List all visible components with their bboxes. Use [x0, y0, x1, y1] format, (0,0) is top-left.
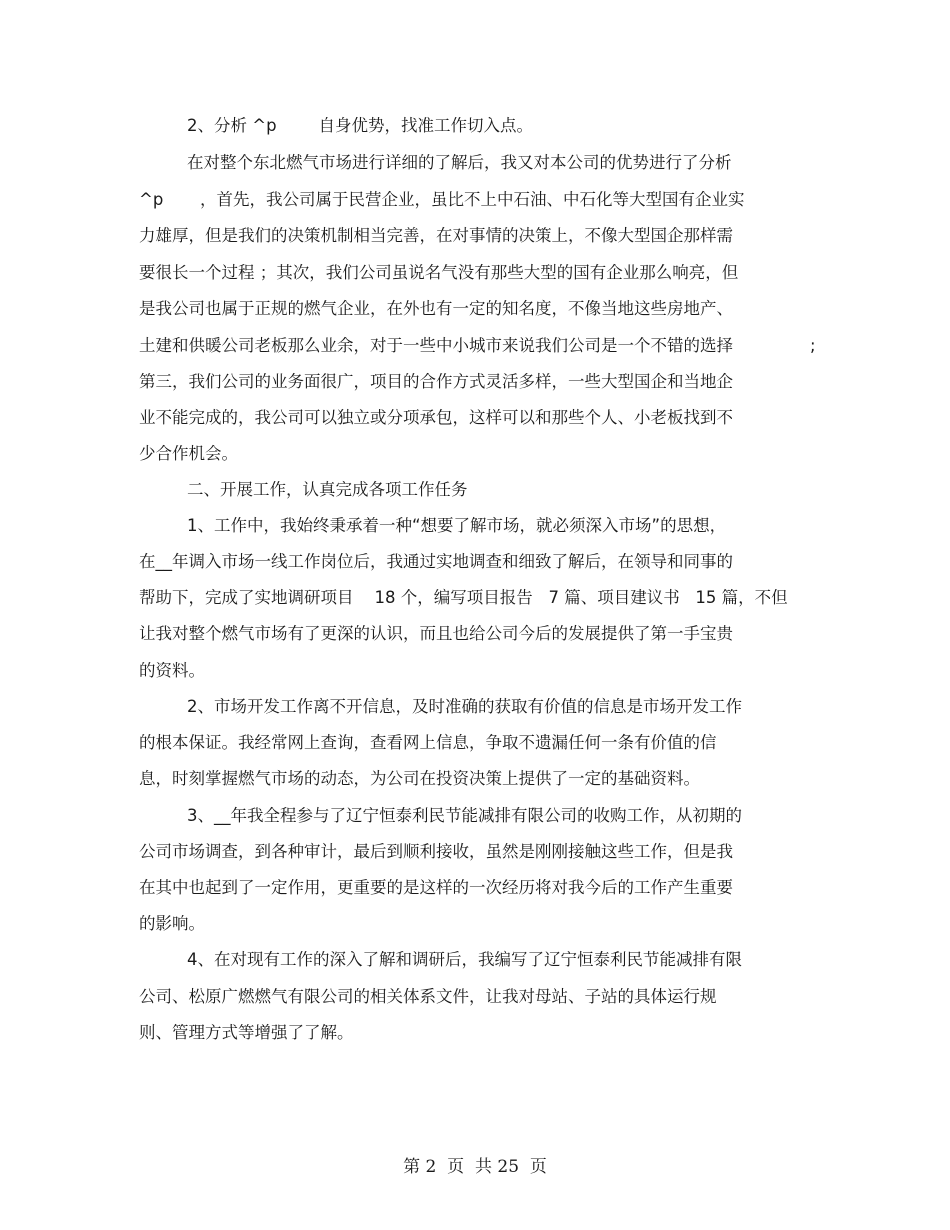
- text-line: ;: [810, 336, 816, 355]
- text-line: 息，时刻掌握燃气市场的动态，为公司在投资决策上提供了一定的基础资料。: [139, 769, 700, 788]
- text-line: 2、分析 ^p 自身优势，找准工作切入点。: [187, 116, 534, 135]
- text-line: 1、工作中，我始终秉承着一种“想要了解市场，就必须深入市场”的思想，: [187, 516, 727, 535]
- text-line: 的根本保证。我经常网上查询，查看网上信息，争取不遗漏任何一条有价值的信: [139, 733, 717, 752]
- text-line: 在其中也起到了一定作用，更重要的是这样的一次经历将对我今后的工作产生重要: [139, 878, 733, 897]
- text-line: 的资料。: [139, 661, 205, 680]
- text-line: 在__年调入市场一线工作岗位后，我通过实地调查和细致了解后，在领导和同事的: [139, 552, 733, 571]
- text-line: 3、__年我全程参与了辽宁恒泰利民节能减排有限公司的收购工作，从初期的: [187, 806, 742, 825]
- text-line: 业不能完成的，我公司可以独立或分项承包，这样可以和那些个人、小老板找到不: [139, 408, 733, 427]
- text-line: 要很长一个过程 ；其次，我们公司虽说名气没有那些大型的国有企业那么响亮，但: [139, 263, 739, 282]
- section-heading: 二、开展工作，认真完成各项工作任务: [187, 480, 468, 499]
- text-line: 4、在对现有工作的深入了解和调研后，我编写了辽宁恒泰利民节能减排有限: [187, 950, 742, 969]
- text-line: 少合作机会。: [139, 444, 238, 463]
- text-line: 在对整个东北燃气市场进行详细的了解后，我又对本公司的优势进行了分析: [187, 153, 732, 172]
- text-line: 力雄厚，但是我们的决策机制相当完善，在对事情的决策上，不像大型国企那样需: [139, 226, 733, 245]
- text-line: 第三，我们公司的业务面很广，项目的合作方式灵活多样，一些大型国企和当地企: [139, 372, 733, 391]
- page-number: 第 2 页 共 25 页: [403, 1157, 547, 1177]
- text-line: 公司市场调查，到各种审计，最后到顺利接收，虽然是刚刚接触这些工作，但是我: [139, 842, 733, 861]
- text-line: ^p ，首先，我公司属于民营企业，虽比不上中石油、中石化等大型国有企业实: [139, 190, 745, 209]
- text-line: 让我对整个燃气市场有了更深的认识，而且也给公司今后的发展提供了第一手宝贵: [139, 624, 733, 643]
- text-line: 是我公司也属于正规的燃气企业，在外也有一定的知名度，不像当地这些房地产、: [139, 299, 733, 318]
- text-line: 则、管理方式等增强了了解。: [139, 1023, 354, 1042]
- text-line: 2、市场开发工作离不开信息，及时准确的获取有价值的信息是市场开发工作: [187, 697, 742, 716]
- text-line: 帮助下，完成了实地调研项目 18 个，编写项目报告 7 篇、项目建议书 15 篇，不但: [139, 588, 788, 607]
- text-line: 的影响。: [139, 914, 205, 933]
- text-line: 土建和供暖公司老板那么业余，对于一些中小城市来说我们公司是一个不错的选择: [139, 336, 733, 355]
- text-line: 公司、松原广燃燃气有限公司的相关体系文件，让我对母站、子站的具体运行规: [139, 987, 717, 1006]
